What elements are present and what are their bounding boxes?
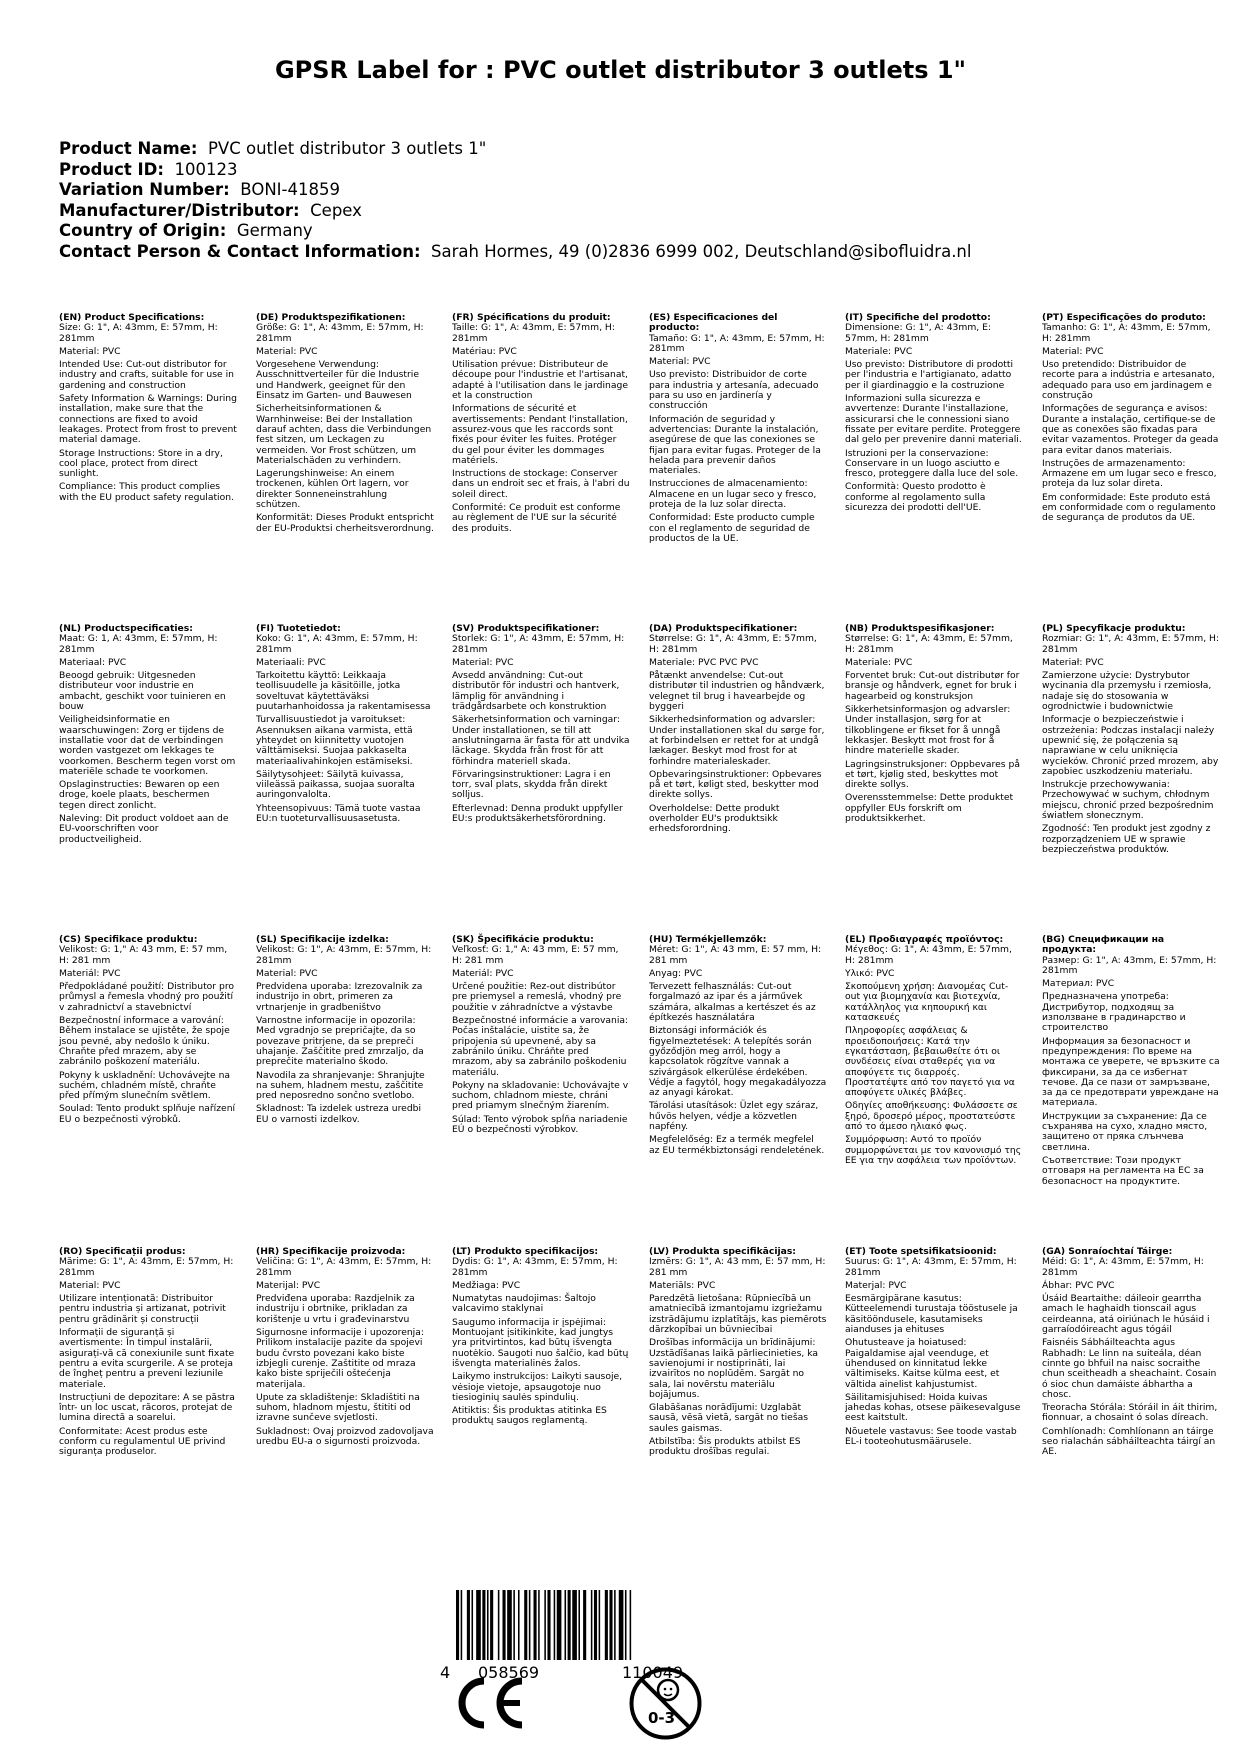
product-name-row [59, 139, 971, 160]
barcode-bar [614, 1590, 616, 1660]
spec-paragraph: Predviđena uporaba: Razdjelnik za industriju i obrtnike, prikladan za korištenje u vrtu i građevinarstvu [256, 1293, 415, 1325]
spec-paragraph: Информация за безопасност и предупреждения: По време на монтажа се уверете, че връзките са фиксирани, за да се избегнат течове. Да се пази от замръзване, за да се предотврати увреждане на материала. [1042, 1035, 1220, 1109]
spec-paragraph: Conformité: Ce produit est conforme au règlement de l'UE sur la sécurité des produits. [452, 502, 621, 534]
spec-heading: (NB) Produktspesifikasjoner: [845, 623, 995, 634]
spec-paragraph: Materijal: PVC [256, 1279, 321, 1291]
spec-paragraph: Πληροφορίες ασφάλειας & προειδοποιήσεις: Κατά την εγκατάσταση, βεβαιωθείτε ότι οι συνδέσεις είναι σταθερές για να αποφύγετε τις διαρροές. Προστατέψτε από τον παγετό για να αποφύγετε υλικές βλάβες. [845, 1025, 1015, 1099]
barcode-bar [456, 1590, 459, 1660]
spec-paragraph: Izmērs: G: 1", A: 43 mm, E: 57 mm, H: 281 mm [649, 1256, 826, 1278]
spec-paragraph: Størrelse: G: 1", A: 43mm, E: 57mm, H: 281mm [649, 633, 817, 655]
spec-heading: (HU) Termékjellemzők: [649, 934, 767, 945]
spec-paragraph: Atbilstība: Šis produkts atbilst ES produktu drošības regulai. [649, 1436, 801, 1458]
barcode-bar [490, 1590, 493, 1660]
spec-block [452, 313, 630, 537]
barcode-bar [534, 1590, 537, 1660]
spec-paragraph: Velikost: G: 1", A: 43mm, E: 57mm, H: 281mm [256, 944, 432, 966]
spec-paragraph: Medžiaga: PVC [452, 1279, 521, 1291]
info-label: Product ID: [59, 159, 164, 179]
spec-heading: (EL) Προδιαγραφές προϊόντος: [845, 934, 1004, 945]
spec-paragraph: Materiāls: PVC [649, 1279, 716, 1291]
spec-paragraph: Material: PVC [256, 967, 318, 979]
spec-paragraph: Bezpečnostní informace a varování: Během instalace se ujistěte, že spoje jsou pevné, aby nedošlo k úniku. Chraňte před mrazem, aby se zabránilo poškození materiálu. [59, 1015, 230, 1068]
spec-paragraph: Uso pretendido: Distribuidor de recorte para a indústria e artesanato, adequado para uso em jardinagem e construção [1042, 359, 1215, 402]
spec-paragraph: Glabāšanas norādījumi: Uzglabāt sausā, vēsā vietā, sargāt no tiešas saules gaismas. [649, 1402, 809, 1434]
spec-paragraph: Efterlevnad: Denna produkt uppfyller EU:s produktsäkerhetsförordning. [452, 802, 623, 825]
spec-paragraph: Předpokládané použití: Distributor pro průmysl a řemesla vhodný pro použití v zahradnictví a stavebnictví [59, 981, 235, 1013]
spec-paragraph: Lagringsinstruksjoner: Oppbevares på et tørt, kjølig sted, beskyttes mot direkte sollys. [845, 758, 1020, 791]
spec-paragraph: Säkerhetsinformation och varningar: Under installationen, se till att anslutningarna är fasta för att undvika läckage. Skydda från frost för att förhindra materiell skada. [452, 714, 630, 767]
info-value: BONI-41859 [240, 180, 340, 199]
spec-paragraph: Conformidad: Este producto cumple con el reglamento de seguridad de productos de la UE. [649, 512, 815, 544]
age-label: 0-3 [648, 1709, 676, 1727]
spec-heading: (PT) Especificações do produto: [1042, 312, 1206, 323]
contact-row [59, 242, 971, 263]
info-value: 100123 [174, 159, 238, 179]
spec-paragraph: Forventet bruk: Cut-out distributør for bransje og håndverk, egnet for bruk i hagearbeid og konstruksjon [845, 670, 1020, 702]
spec-heading: (CS) Specifikace produktu: [59, 934, 198, 945]
spec-paragraph: Dimensione: G: 1", A: 43mm, E: 57mm, H: 281mm [845, 322, 992, 344]
spec-heading: (EN) Product Specifications: [59, 312, 205, 323]
spec-paragraph: Ohutusteave ja hoiatused: Paigaldamise ajal veenduge, et ühendused on kinnitatud lekke vältimiseks. Kaitse külma eest, et vältida ainelist kahjustumist. [845, 1337, 1000, 1390]
barcode-bar [547, 1590, 550, 1660]
spec-heading: (HR) Specifikacije proizvoda: [256, 1246, 406, 1257]
spec-paragraph: Úsáid Beartaithe: dáileoir gearrtha amach le haghaidh tionscail agus ceirdeanna, atá oiriúnach le húsáid i garraíodóireacht agus tógáil [1042, 1293, 1210, 1336]
spec-paragraph: Materiál: PVC [59, 967, 121, 979]
barcode-bar [529, 1590, 531, 1660]
spec-paragraph: Sikkerhedsinformation og advarsler: Under installationen skal du sørge for, at forbindelsen er rettet for at undgå lækager. Beskyt mod frost for at forhindre materialeskader. [649, 714, 825, 767]
spec-paragraph: Velikost: G: 1," A: 43 mm, E: 57 mm, H: 281 mm [59, 944, 228, 966]
spec-paragraph: Varnostne informacije in opozorila: Med vgradnjo se prepričajte, da so povezave pritrjene, da se prepreči uhajanje. Zaščitite pred zmrzaljo, da preprečite materialno škodo. [256, 1015, 424, 1068]
spec-paragraph: Zamierzone użycie: Dystrybutor wycinania dla przemysłu i rzemiosła, nadaje się do stosowania w ogrodnictwie i budownictwie [1042, 670, 1212, 713]
spec-block [256, 1247, 434, 1450]
spec-paragraph: Opbevaringsinstruktioner: Opbevares på et tørt, køligt sted, beskytter mod direkte sollys. [649, 768, 822, 801]
barcode-bar [619, 1590, 624, 1660]
spec-paragraph: Informações de segurança e avisos: Durante a instalação, certifique-se de que as conexões são fixadas para evitar vazamentos. Proteger da geada para evitar danos materiais. [1042, 403, 1219, 456]
spec-paragraph: Tarkoitettu käyttö: Leikkaaja teollisuudelle ja käsitöille, jotka soveltuvat käytettäväksi puutarhanhoidossa ja rakentamisessa [256, 670, 431, 713]
spec-paragraph: Sukladnost: Ovaj proizvod zadovoljava uredbu EU-a o sigurnosti proizvoda. [256, 1425, 434, 1448]
spec-paragraph: Instructions de stockage: Conserver dans un endroit sec et frais, à l'abri du soleil direct. [452, 468, 630, 500]
spec-paragraph: Maat: G: 1, A: 43mm, E: 57mm, H: 281mm [59, 633, 218, 655]
spec-heading: (PL) Specyfikacje produktu: [1042, 623, 1186, 634]
barcode-bar [518, 1590, 520, 1660]
barcode-bar [583, 1590, 586, 1660]
barcode-bar [461, 1590, 463, 1660]
spec-heading: (RO) Specificații produs: [59, 1246, 186, 1257]
spec-block [59, 624, 237, 848]
spec-paragraph: Förvaringsinstruktioner: Lagra i en torr, sval plats, skydda från direkt solljus. [452, 768, 611, 801]
spec-paragraph: Koko: G: 1", A: 43mm, E: 57mm, H: 281mm [256, 633, 418, 655]
barcode-bar [513, 1590, 515, 1660]
spec-heading: (GA) Sonraíochtaí Táirge: [1042, 1246, 1173, 1257]
spec-paragraph: Paredzētā lietošana: Rūpniecībā un amatniecībā izmantojamu izgriežamu izstrādājumu izplatītājs, kas piemērots dārzkopībai un būvniecībai [649, 1293, 827, 1336]
spec-paragraph: Información de seguridad y advertencias: Durante la instalación, asegúrese de que las conexiones se fijan para evitar fugas. Proteger de la helada para prevenir daños materiales. [649, 413, 821, 477]
spec-paragraph: Treoracha Stórála: Stóráil in áit thirim, fionnuar, a chosaint ó solas díreach. [1042, 1402, 1218, 1424]
spec-block [845, 1247, 1023, 1450]
barcode-bar [605, 1590, 608, 1660]
spec-block [1042, 624, 1220, 858]
spec-paragraph: Conformità: Questo prodotto è conforme al regolamento sulla sicurezza dei prodotti dell'UE. [845, 481, 986, 514]
spec-paragraph: Yhteensopivuus: Tämä tuote vastaa EU:n tuoteturvallisuusasetusta. [256, 802, 421, 825]
spec-paragraph: Turvallisuustiedot ja varoitukset: Asennuksen aikana varmista, että yhteydet on kiinnitetty vuotojen välttämiseksi. Suojaa pakkaselta materiaalivahinkojen estämiseksi. [256, 714, 413, 767]
spec-paragraph: Påtænkt anvendelse: Cut-out distributør til industrien og håndværk, velegnet til brug i havearbejde og byggeri [649, 670, 825, 713]
barcode-bar [578, 1590, 580, 1660]
info-label: Manufacturer/Distributor: [59, 200, 300, 220]
spec-paragraph: Opslaginstructies: Bewaren op een droge, koele plaats, beschermen tegen direct zonlicht. [59, 779, 220, 811]
spec-heading: (ES) Especificaciones del producto: [649, 312, 778, 334]
spec-paragraph: Sicherheitsinformationen & Warnhinweise: Bei der Installation darauf achten, dass die Verbindungen fest sitzen, um Leckagen zu vermeiden. Vor Frost schützen, um Materialschäden zu verhindern. [256, 403, 432, 466]
spec-paragraph: Material: PVC [452, 656, 514, 668]
barcode-bar [538, 1590, 540, 1660]
spec-block [1042, 1247, 1220, 1461]
spec-block [649, 935, 827, 1159]
spec-paragraph: Matériau: PVC [452, 345, 517, 357]
spec-heading: (LT) Produkto specifikacijos: [452, 1246, 599, 1257]
spec-paragraph: Säilytysohjeet: Säilytä kuivassa, viileässä paikassa, suojaa suoralta auringonvalolta. [256, 768, 415, 801]
spec-paragraph: Veličina: G: 1", A: 43mm, E: 57mm, H: 281mm [256, 1256, 432, 1278]
spec-paragraph: Materiaali: PVC [256, 656, 326, 668]
info-label: Country of Origin: [59, 221, 227, 240]
spec-block [649, 313, 827, 547]
spec-paragraph: Storlek: G: 1", A: 43mm, E: 57mm, H: 281mm [452, 633, 625, 655]
spec-paragraph: Conformitate: Acest produs este conform cu regulamentul UE privind siguranța produselor. [59, 1425, 226, 1458]
spec-paragraph: Σκοπούμενη χρήση: Διανομέας Cut-out για βιομηχανία και βιοτεχνία, κατάλληλος για κηπουρική και κατασκευές [845, 981, 1009, 1024]
spec-paragraph: Съответствие: Този продукт отговаря на регламента на ЕС за безопасност на продуктите. [1042, 1154, 1204, 1187]
spec-paragraph: Vorgesehene Verwendung: Ausschnittverteiler für die Industrie und Handwerk, geeignet für den Einsatz im Garten- und Bauwesen [256, 359, 419, 402]
spec-heading: (IT) Specifiche del prodotto: [845, 312, 991, 323]
spec-paragraph: Istruzioni per la conservazione: Conservare in un luogo asciutto e fresco, proteggere dalla luce del sole. [845, 447, 1019, 480]
spec-block [59, 935, 237, 1128]
spec-paragraph: Instrucciones de almacenamiento: Almacene en un lugar seco y fresco, proteja de la luz solar directa. [649, 478, 817, 511]
info-value: Cepex [310, 200, 362, 220]
spec-paragraph: Dydis: G: 1", A: 43mm, E: 57mm, H: 281mm [452, 1256, 618, 1278]
spec-paragraph: Materiał: PVC [1042, 656, 1104, 668]
spec-paragraph: Uso previsto: Distribuidor de corte para industria y artesanía, adecuado para su uso en jardinería y construcción [649, 369, 819, 412]
spec-paragraph: Zgodność: Ten produkt jest zgodny z rozporządzeniem UE w sprawie bezpieczeństwa produktów. [1042, 823, 1211, 855]
spec-paragraph: Em conformidade: Este produto está em conformidade com o regulamento de segurança de produtos da UE. [1042, 491, 1216, 524]
spec-paragraph: Rozmiar: G: 1", A: 43mm, E: 57mm, H: 281mm [1042, 633, 1220, 655]
info-value: Sarah Hormes, 49 (0)2836 6999 002, Deutschland@sibofluidra.nl [431, 241, 972, 261]
spec-paragraph: Veľkosť: G: 1," A: 43 mm, E: 57 mm, H: 281 mm [452, 944, 619, 966]
spec-paragraph: Sikkerhetsinformasjon og advarsler: Under installasjon, sørg for at tilkoblingene er fikset for å unngå lekkasjer. Beskytt mot frost for å hindre materielle skader. [845, 704, 1011, 757]
barcode-bar [568, 1590, 571, 1660]
variation-number-row [59, 180, 971, 201]
spec-heading: (FI) Tuotetiedot: [256, 623, 341, 634]
spec-paragraph: Safety Information & Warnings: During installation, make sure that the connections are fixed to avoid leakages. Protect from frost to prevent material damage. [59, 393, 237, 446]
spec-block [1042, 313, 1220, 527]
spec-paragraph: Overensstemmelse: Dette produktet oppfyller EUs forskrift om produktsikkerhet. [845, 792, 1014, 825]
spec-block [649, 624, 827, 838]
barcode-bar [487, 1590, 489, 1660]
spec-block [256, 624, 434, 827]
spec-paragraph: Naleving: Dit product voldoet aan de EU-voorschriften voor productveiligheid. [59, 813, 229, 845]
spec-paragraph: Mărime: G: 1", A: 43mm, E: 57mm, H: 281mm [59, 1256, 234, 1278]
info-label: Product Name: [59, 139, 198, 158]
spec-block [452, 935, 630, 1138]
spec-paragraph: Pokyny na skladovanie: Uchovávajte v suchom, chladnom mieste, chráni pred priamym slnečným žiarením. [452, 1079, 629, 1112]
spec-paragraph: Materiaal: PVC [59, 656, 127, 668]
spec-paragraph: Material: PVC [256, 345, 318, 357]
spec-block [59, 313, 237, 506]
spec-block [452, 1247, 630, 1430]
spec-paragraph: Beoogd gebruik: Uitgesneden distributeur voor industrie en ambacht, geschikt voor tuinieren en bouw [59, 670, 226, 713]
spec-heading: (FR) Spécifications du produit: [452, 312, 611, 323]
spec-paragraph: Drošības informācija un brīdinājumi: Uzstādīšanas laikā pārliecinieties, ka savienojumi ir nostiprināti, lai izvairītos no noplūdēm. Sargāt no sala, lai novērstu materiālu bojājumus. [649, 1337, 818, 1400]
spec-paragraph: Størrelse: G: 1", A: 43mm, E: 57mm, H: 281mm [845, 633, 1013, 655]
spec-heading: (ET) Toote spetsifikatsioonid: [845, 1246, 997, 1257]
spec-paragraph: Eesmärgipärane kasutus: Kütteelemendi turustaja tööstusele ja käsitöönduselе, kasutamiseks aianduses ja ehituses [845, 1293, 1018, 1336]
spec-paragraph: Tamanho: G: 1", A: 43mm, E: 57mm, H: 281mm [1042, 322, 1211, 344]
barcode-bar [482, 1590, 485, 1660]
spec-paragraph: Sigurnosne informacije i upozorenja: Prilikom instalacije pazite da spojevi budu čvrsto povezani kako biste izbjegli curenje. Zaštitite od mraza kako biste spriječili oštećenja materijala. [256, 1327, 424, 1390]
spec-paragraph: Informazioni sulla sicurezza e avvertenze: Durante l'installazione, assicurarsi che le connessioni siano fissate per evitare perdite. Proteggere dal gelo per prevenire danni materiali. [845, 393, 1022, 446]
spec-paragraph: Informații de siguranță și avertismente: În timpul instalării, asigurați-vă că conexiunile sunt fixate pentru a evita scurgerile. A se proteja de îngheț pentru a preveni leziunile materiale. [59, 1327, 235, 1390]
barcode [440, 1590, 755, 1660]
barcode-bar [594, 1590, 597, 1660]
spec-heading: (DE) Produktspezifikationen: [256, 312, 406, 323]
spec-paragraph: Größe: G: 1", A: 43mm, E: 57mm, H: 281mm [256, 322, 424, 344]
spec-paragraph: Tárolási utasítások: Üzlet egy száraz, hűvös helyen, védje a közvetlen napfény. [649, 1100, 819, 1133]
spec-paragraph: Instruções de armazenamento: Armazene em um lugar seco e fresco, proteja da luz solar direta. [1042, 457, 1217, 490]
spec-paragraph: Informacje o bezpieczeństwie i ostrzeżenia: Podczas instalacji należy upewnić się, że połączenia są naprawiane w celu uniknięcia wycieków. Chronić przed mrozem, aby zapobiec uszkodzeniu materiału. [1042, 714, 1219, 777]
spec-paragraph: Konformität: Dieses Produkt entspricht der EU-Produktsi cherheitsverordnung. [256, 512, 434, 534]
spec-paragraph: Skladnost: Ta izdelek ustreza uredbi EU o varnosti izdelkov. [256, 1103, 422, 1125]
spec-paragraph: Συμμόρφωση: Αυτό το προϊόν συμμορφώνεται με τον κανονισμό της ΕΕ για την ασφάλεια των προϊόντων. [845, 1134, 1022, 1166]
product-info [59, 139, 971, 262]
spec-paragraph: Lagerungshinweise: An einem trockenen, kühlen Ort lagern, vor direkter Sonneneinstrahlung schützen. [256, 468, 409, 511]
barcode-bar [609, 1590, 612, 1660]
spec-paragraph: Размер: G: 1", A: 43mm, E: 57mm, H: 281mm [1042, 954, 1217, 976]
spec-paragraph: Intended Use: Cut-out distributor for industry and crafts, suitable for use in gardening and construction [59, 359, 234, 391]
barcode-bar [591, 1590, 593, 1660]
barcode-bar [625, 1590, 627, 1660]
spec-paragraph: Comhlíonadh: Comhlíonann an táirge seo rialachán sábháilteachta táirgí an AE. [1042, 1425, 1216, 1458]
spec-paragraph: Navodila za shranjevanje: Shranjujte na suhem, hladnem mestu, zaščitite pred neposredno sončno svetlobo. [256, 1069, 425, 1102]
spec-paragraph: Biztonsági információk és figyelmeztetések: A telepítés során győződjön meg arról, hogy a kapcsolatok rögzítve vannak a szivárgások elkerülése érdekében. Védje a fagytól, hogy megakadályozza az anyagi károkat. [649, 1025, 827, 1099]
spec-block [845, 935, 1023, 1169]
spec-heading: (LV) Produkta specifikācijas: [649, 1246, 796, 1257]
spec-paragraph: Tervezett felhasználás: Cut-out forgalmazó az ipar és a járművek számára, alkalmas a kertészet és az építkezés használatára [649, 981, 816, 1024]
spec-paragraph: Material: PVC [649, 356, 711, 368]
spec-paragraph: Určené použitie: Rez-out distribútor pre priemysel a remeslá, vhodný pre použitie v záhradníctve a výstavbe [452, 981, 622, 1013]
spec-paragraph: Saugumo informacija ir įspėjimai: Montuojant įsitikinkite, kad jungtys yra pritvirtintos, kad būtų išvengta nuotėkio. Saugoti nuo šalčio, kad būtų išvengta materialinės žalos. [452, 1316, 629, 1369]
spec-paragraph: Säilitamisjuhised: Hoida kuivas jahedas kohas, otsese päikesevalguse eest kaitstult. [845, 1391, 1021, 1424]
spec-paragraph: Faisnéis Sábháilteachta agus Rabhadh: Le linn na suiteála, déan cinnte go bhfuil na naisc socraithe chun sceitheadh a sheachaint. Cosain ó sioc chun damáiste ábhartha a chosc. [1042, 1337, 1217, 1400]
page-title: GPSR Label for : PVC outlet distributor 3 outlets 1" [274, 56, 967, 84]
info-label: Contact Person & Contact Information: [59, 241, 421, 261]
spec-paragraph: Nõuetele vastavus: See toode vastab EL-i tooteohutusmäärusele. [845, 1425, 1017, 1448]
spec-block [452, 624, 630, 827]
barcode-bar [472, 1590, 474, 1660]
spec-paragraph: Suurus: G: 1", A: 43mm, E: 57mm, H: 281mm [845, 1256, 1017, 1278]
spec-heading: (SK) Špecifikácie produktu: [452, 934, 594, 945]
spec-paragraph: Instrukcje przechowywania: Przechowywać w suchym, chłodnym miejscu, chronić przed bezpośrednim światłem słonecznym. [1042, 779, 1214, 822]
spec-paragraph: Overholdelse: Dette produkt overholder EU's produktsikk erhedsforordning. [649, 802, 780, 835]
barcode-bar [630, 1590, 632, 1660]
spec-paragraph: Инструкции за съхранение: Да се съхранява на сухо, хладно място, защитено от пряка слънчева светлина. [1042, 1110, 1208, 1153]
spec-block [59, 1247, 237, 1461]
info-value: Germany [236, 221, 313, 240]
spec-paragraph: Súlad: Tento výrobok spĺňa nariadenie EÚ o bezpečnosti výrobkov. [452, 1113, 628, 1136]
spec-paragraph: Material: PVC [59, 345, 121, 357]
spec-paragraph: Méid: G: 1", A: 43mm, E: 57mm, H: 281mm [1042, 1256, 1204, 1278]
manufacturer-row [59, 201, 971, 222]
barcode-bar [554, 1590, 556, 1660]
spec-paragraph: Compliance: This product complies with the EU product safety regulation. [59, 481, 234, 503]
spec-paragraph: Storage Instructions: Store in a dry, cool place, protect from direct sunlight. [59, 447, 223, 480]
barcode-bar [557, 1590, 562, 1660]
spec-paragraph: Tamaño: G: 1", A: 43mm, E: 57mm, H: 281mm [649, 332, 825, 354]
spec-paragraph: Material: PVC [59, 1279, 121, 1291]
barcode-bar [599, 1590, 601, 1660]
spec-paragraph: Ábhar: PVC PVC [1042, 1279, 1115, 1291]
barcode-left-digits: 058569 [478, 1663, 540, 1682]
spec-paragraph: Μέγεθος: G: 1", A: 43mm, E: 57mm, H: 281mm [845, 944, 1012, 966]
spec-heading: (DA) Produktspecifikationer: [649, 623, 798, 634]
spec-paragraph: Numatytas naudojimas: Šaltojo valcavimo staklynai [452, 1293, 596, 1315]
spec-block [649, 1247, 827, 1461]
barcode-bar [524, 1590, 527, 1660]
spec-paragraph: Size: G: 1", A: 43mm, E: 57mm, H: 281mm [59, 322, 218, 344]
spec-paragraph: Upute za skladištenje: Skladištiti na suhom, hladnom mjestu, štititi od izravne sunčeve svjetlosti. [256, 1391, 420, 1424]
spec-block [845, 624, 1023, 827]
spec-block [256, 313, 434, 537]
spec-paragraph: Materiál: PVC [452, 967, 514, 979]
spec-paragraph: Материал: PVC [1042, 978, 1115, 990]
spec-paragraph: Instrucțiuni de depozitare: A se păstra într- un loc uscat, răcoros, protejat de lumina directă a soarelui. [59, 1391, 235, 1424]
spec-paragraph: Laikymo instrukcijos: Laikyti sausoje, vėsioje vietoje, apsaugotoje nuo tiesioginių saulės spindulių. [452, 1371, 623, 1403]
not-for-children-icon [628, 1666, 703, 1741]
barcode-bar [565, 1590, 567, 1660]
spec-block [256, 935, 434, 1128]
spec-paragraph: Uso previsto: Distributore di prodotti per l'industria e l'artigianato, adatto per il giardinaggio e la costruzione [845, 359, 1014, 391]
barcode-bar [507, 1590, 512, 1660]
spec-paragraph: Veiligheidsinformatie en waarschuwingen: Zorg er tijdens de installatie voor dat de verbindingen worden vastgezet om lekkages te voorkomen. Bescherm tegen vorst om materiële schade te voorkomen. [59, 714, 236, 777]
spec-block [845, 313, 1023, 516]
barcode-lead-digit: 4 [440, 1663, 451, 1682]
spec-paragraph: Informations de sécurité et avertissements: Pendant l'installation, assurez-vous que les raccords sont fixés pour éviter les fuites. Protéger du gel pour éviter les dommages matériels. [452, 403, 628, 466]
spec-paragraph: Méret: G: 1", A: 43 mm, E: 57 mm, H: 281 mm [649, 944, 822, 966]
spec-paragraph: Megfelelőség: Ez a termék megfelel az EU termékbiztonsági rendeletének. [649, 1134, 825, 1156]
ce-mark-icon [452, 1673, 527, 1733]
product-id-row [59, 160, 971, 181]
spec-paragraph: Avsedd användning: Cut-out distributör för industri och hantverk, lämplig för användning i trädgårdsarbete och konstruktion [452, 670, 620, 713]
spec-paragraph: Soulad: Tento produkt splňuje nařízení EU o bezpečnosti výrobků. [59, 1103, 236, 1125]
spec-paragraph: Anyag: PVC [649, 967, 703, 979]
spec-heading: (NL) Productspecificaties: [59, 623, 193, 634]
spec-paragraph: Materjal: PVC [845, 1279, 907, 1291]
barcode-bar [498, 1590, 500, 1660]
spec-paragraph: Materiale: PVC [845, 656, 913, 668]
barcode-bar [544, 1590, 546, 1660]
spec-paragraph: Taille: G: 1", A: 43mm, E: 57mm, H: 281mm [452, 322, 615, 344]
spec-paragraph: Pokyny k uskladnění: Uchovávejte na suchém, chladném místě, chraňte před přímým slunečním světlem. [59, 1069, 231, 1102]
spec-paragraph: Bezpečnostné informácie a varovania: Počas inštalácie, uistite sa, že pripojenia sú upevnené, aby sa zabránilo úniku. Chráňte pred mrazom, aby sa zabránilo poškodeniu materiálu. [452, 1015, 629, 1078]
spec-paragraph: Material: PVC [1042, 345, 1104, 357]
spec-paragraph: Utilizare intenționată: Distribuitor pentru industria și artizanat, potrivit pentru grădinărit și construcții [59, 1293, 226, 1325]
info-value: PVC outlet distributor 3 outlets 1" [207, 139, 487, 158]
barcode-bar [503, 1590, 506, 1660]
spec-paragraph: Materiale: PVC [845, 345, 913, 357]
barcode-bar [467, 1590, 470, 1660]
spec-paragraph: Utilisation prévue: Distributeur de découpe pour l'industrie et l'artisanat, adapté à l'utilisation dans le jardinage et la construction [452, 359, 628, 402]
barcode-bar [572, 1590, 577, 1660]
country-row [59, 221, 971, 242]
barcode-bar [476, 1590, 481, 1660]
barcode-right-digits: 110049 [622, 1663, 684, 1682]
spec-block [1042, 935, 1220, 1190]
spec-heading: (SL) Specifikacije izdelka: [256, 934, 389, 945]
spec-paragraph: Materiale: PVC PVC PVC [649, 656, 759, 668]
spec-heading: (SV) Produktspecifikationer: [452, 623, 600, 634]
spec-paragraph: Υλικό: PVC [845, 967, 895, 979]
spec-paragraph: Οδηγίες αποθήκευσης: Φυλάσσετε σε ξηρό, δροσερό μέρος, προστατεύστε από το άμεσο ηλιακό φως. [845, 1100, 1018, 1133]
spec-paragraph: Atitiktis: Šis produktas atitinka ES produktų saugos reglamentą. [452, 1405, 607, 1427]
info-label: Variation Number: [59, 180, 230, 199]
spec-heading: (BG) Спецификации на продукта: [1042, 934, 1165, 956]
spec-paragraph: Предназначена употреба: Дистрибутор, подходящ за използване в градинарство и строителство [1042, 991, 1186, 1034]
spec-paragraph: Predvidena uporaba: Izrezovalnik za industrijo in obrt, primeren za vrtnarjenje in gradbeništvo [256, 981, 423, 1013]
